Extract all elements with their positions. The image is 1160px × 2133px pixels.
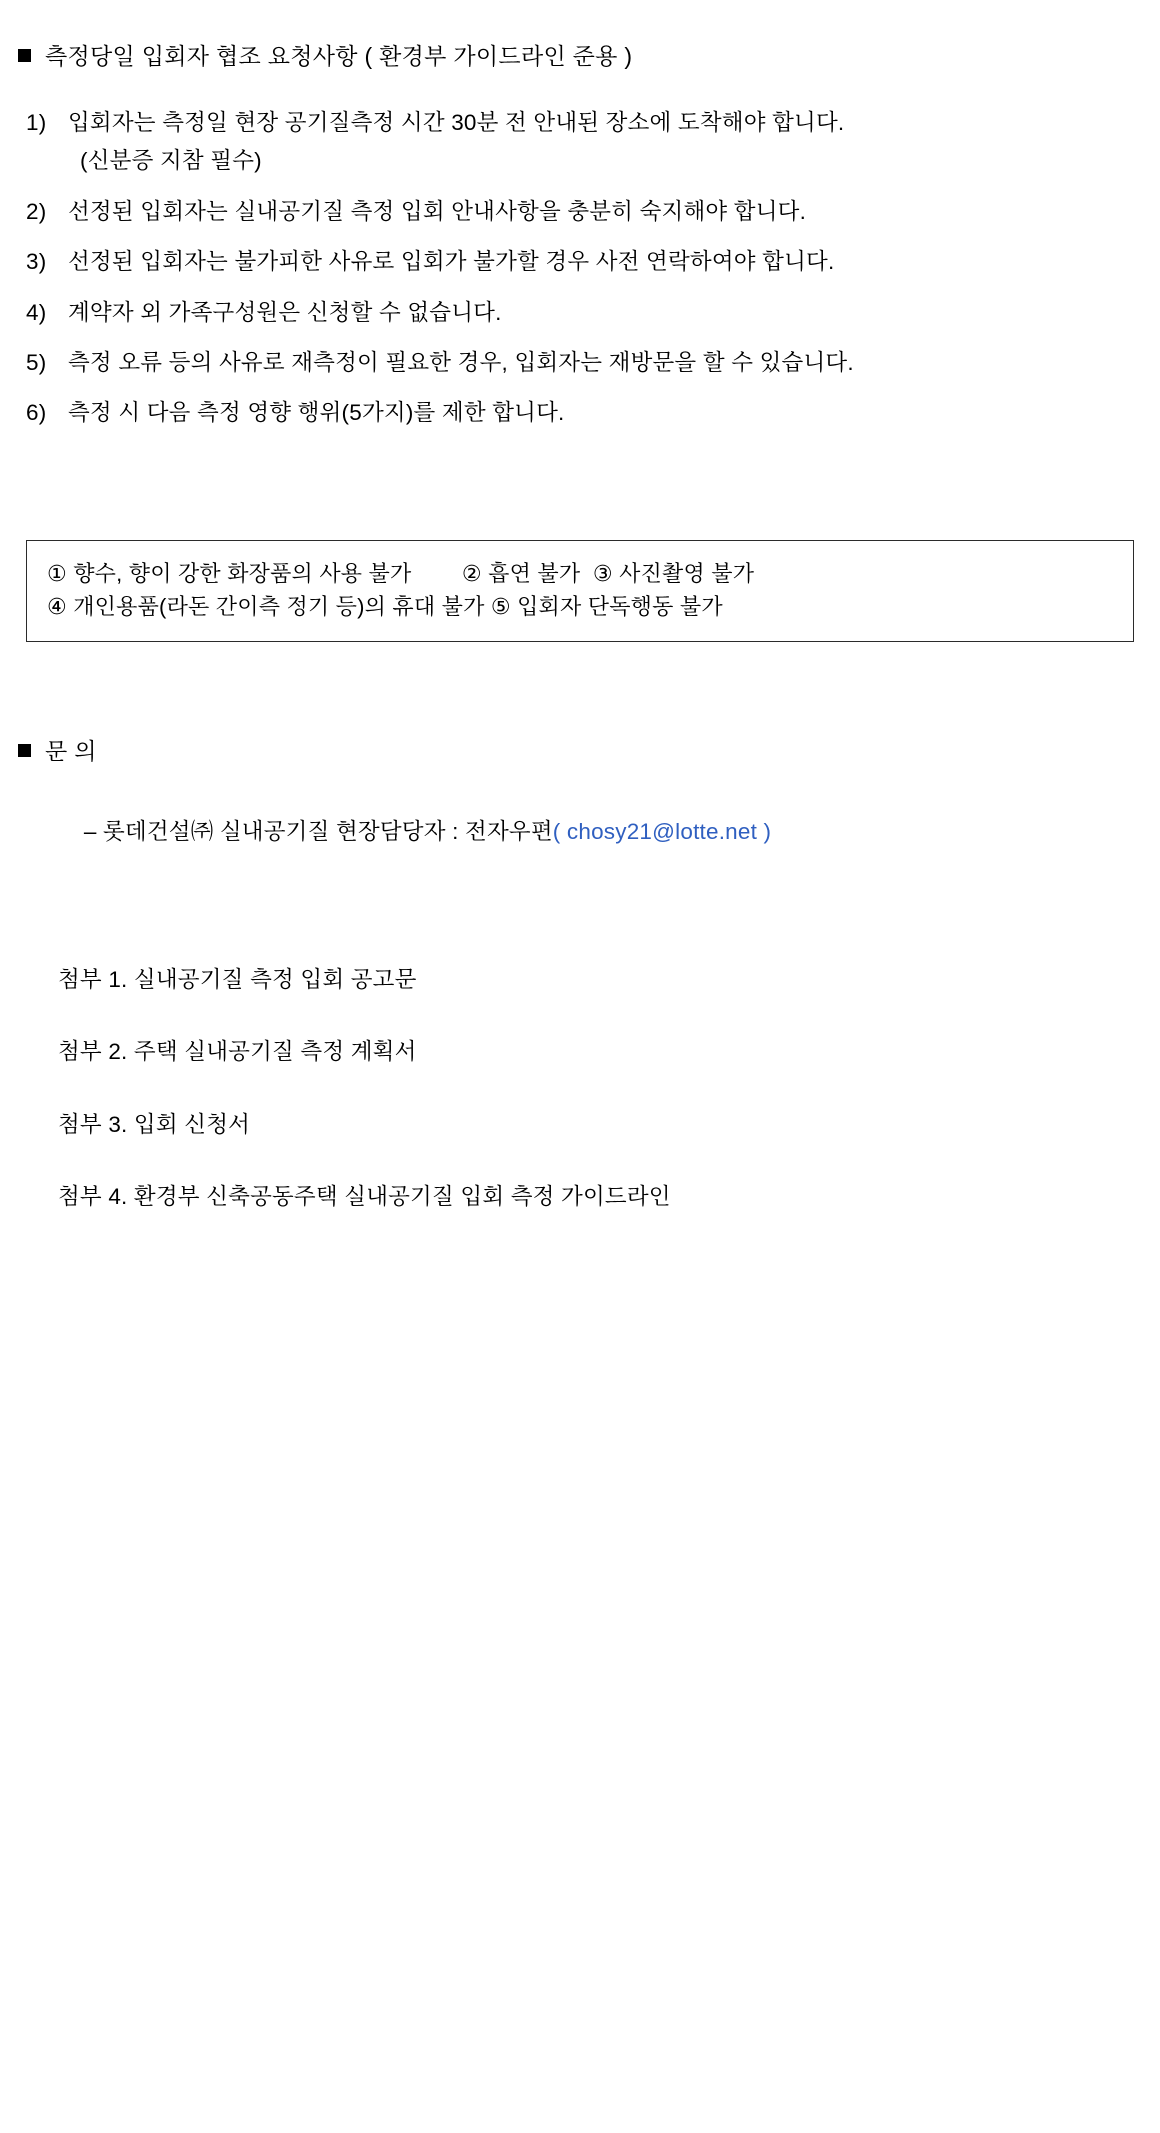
list-item-text: 선정된 입회자는 실내공기질 측정 입회 안내사항을 충분히 숙지해야 합니다.: [68, 198, 807, 224]
list-item-marker: 5): [26, 349, 47, 375]
attachment-item: 첨부 2. 주택 실내공기질 측정 계획서: [58, 1039, 417, 1065]
list-item-text: 측정 시 다음 측정 영향 행위(5가지)를 제한 합니다.: [68, 400, 565, 426]
attachment-item: 첨부 4. 환경부 신축공동주택 실내공기질 입회 측정 가이드라인: [58, 1184, 671, 1210]
contact-label: – 롯데건설㈜ 실내공기질 현장담당자 : 전자우편: [83, 819, 553, 844]
list-item: [26, 398, 1136, 428]
section-heading-cooperation: [18, 40, 632, 72]
restrictions-line-1: ① 향수, 향이 강한 화장품의 사용 불가 ② 흡연 불가 ③ 사진촬영 불가: [47, 561, 755, 586]
contact-line: [58, 788, 771, 872]
section-heading-cooperation-label: 측정당일 입회자 협조 요청사항 ( 환경부 가이드라인 준용 ): [45, 43, 633, 69]
requirements-list: [26, 108, 1136, 449]
restrictions-line-2: ④ 개인용품(라돈 간이측 정기 등)의 휴대 불가 ⑤ 입회자 단독행동 불가: [47, 594, 723, 619]
attachment-item: 첨부 3. 입회 신청서: [58, 1111, 251, 1137]
attachment-item: 첨부 1. 실내공기질 측정 입회 공고문: [58, 967, 417, 992]
list-item-text: 계약자 외 가족구성원은 신청할 수 없습니다.: [68, 299, 502, 325]
list-item-marker: 6): [26, 400, 47, 426]
list-item-text: 선정된 입회자는 불가피한 사유로 입회가 불가할 경우 사전 연락하여야 합니다.: [68, 249, 835, 275]
list-item: [26, 298, 1136, 328]
list-item-marker: 1): [26, 110, 47, 135]
list-item: [26, 348, 1136, 378]
email-paren-open: (: [552, 819, 567, 844]
section-heading-inquiry: [18, 735, 97, 767]
contact-email-link[interactable]: chosy21@lotte.net: [566, 819, 758, 844]
list-item-subnote: (신분증 지참 필수): [80, 148, 262, 174]
restrictions-box: [26, 540, 1134, 642]
list-item: [26, 247, 1136, 277]
list-item-text: 입회자는 측정일 현장 공기질측정 시간 30분 전 안내된 장소에 도착해야 합니다.: [68, 110, 845, 135]
list-item-marker: 4): [26, 299, 47, 325]
filled-square-icon: [18, 49, 31, 62]
list-item: [26, 197, 1136, 227]
email-paren-close: ): [757, 819, 772, 844]
section-heading-inquiry-label: 문 의: [45, 738, 97, 764]
list-item: [26, 108, 1136, 138]
list-item-marker: 3): [26, 249, 47, 275]
list-item-marker: 2): [26, 198, 47, 224]
filled-square-icon: [18, 744, 31, 757]
attachments-list: [58, 965, 1058, 1255]
list-item-text: 측정 오류 등의 사유로 재측정이 필요한 경우, 입회자는 재방문을 할 수 있습니다.: [68, 349, 854, 375]
